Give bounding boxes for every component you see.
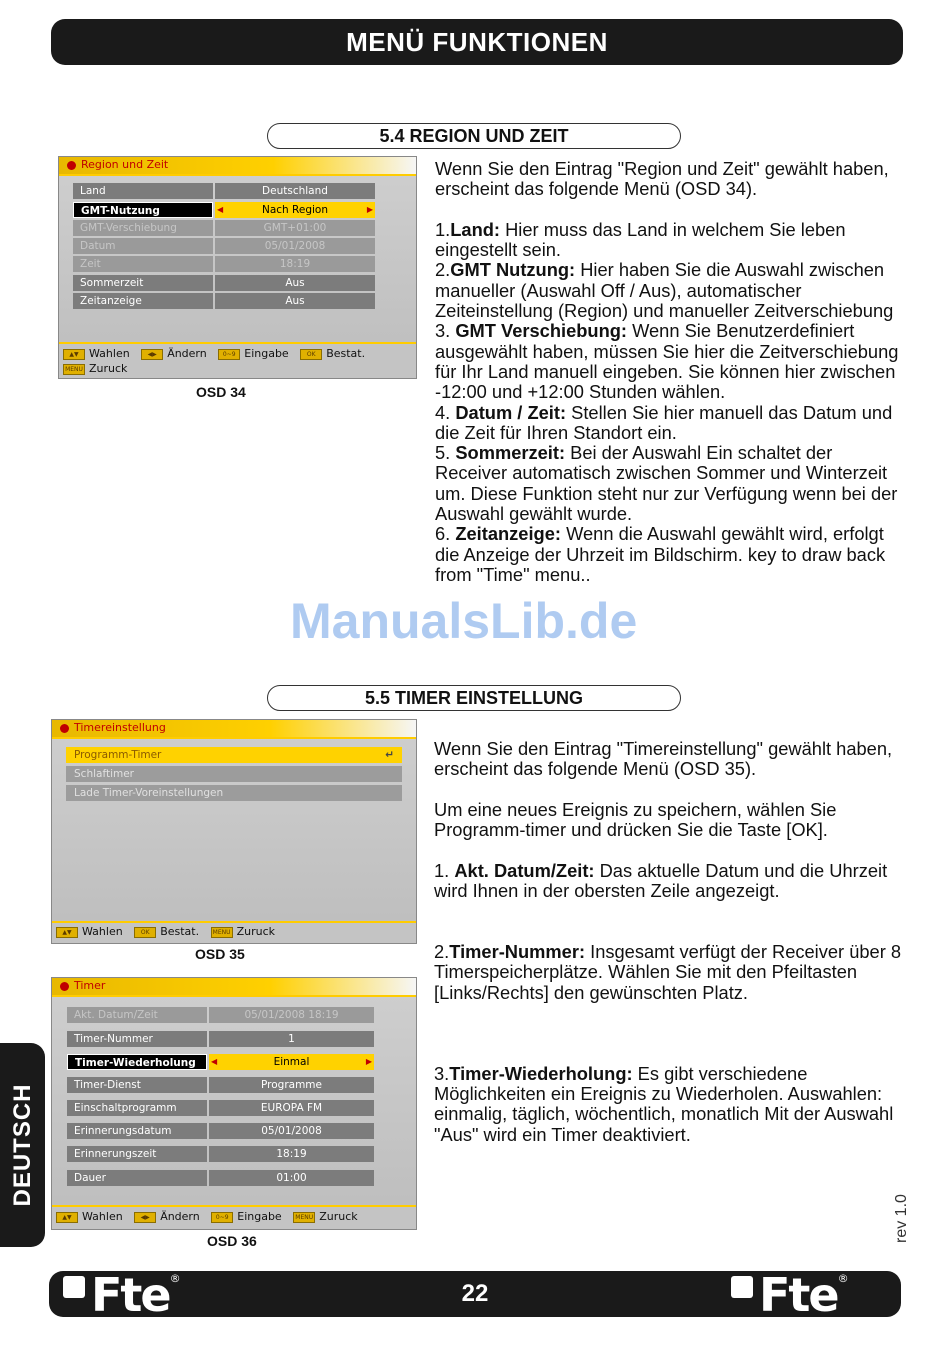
osd-row-label: Dauer bbox=[67, 1170, 207, 1186]
section2-item-timer-wiederholung: 3.Timer-Wiederholung: Es gibt verschiedene Möglichkeiten ein Ereignis zu Wiederholen. Auswahlen: einmalig, täglich, wöchentlich, monatlich Mit der Auswahl "Aus" wird ein Timer deaktiviert. bbox=[434, 1062, 894, 1145]
hint-andern: Ändern bbox=[167, 347, 207, 360]
osd-row-label: GMT-Verschiebung bbox=[73, 220, 213, 236]
osd-row-label: Timer-Dienst bbox=[67, 1077, 207, 1093]
section1-item-gmt-verschiebung: 3. GMT Verschiebung: Wenn Sie Benutzerdefiniert ausgewählt haben, müssen Sie hier die Zeitverschiebung für Ihr Land manuell eingeben. Sie können hier zwischen -12:00 und +12:00 Stunden wählen. bbox=[435, 320, 899, 403]
osd-title-bar bbox=[52, 978, 416, 997]
osd-row-value: 01:00 bbox=[209, 1170, 374, 1186]
osd-footer bbox=[59, 342, 416, 378]
osd-row-value: GMT+01:00 bbox=[215, 220, 375, 236]
fte-logo-right: Fte® bbox=[731, 1271, 849, 1317]
section-title-region-zeit: 5.4 REGION UND ZEIT bbox=[267, 123, 681, 149]
osd-footer-line-1 bbox=[56, 925, 275, 938]
osd-row-value: Programme bbox=[209, 1077, 374, 1093]
osd-footer-line-1 bbox=[56, 1210, 358, 1223]
osd-row-value: 05/01/2008 18:19 bbox=[209, 1007, 374, 1023]
osd-row-value: 1 bbox=[209, 1031, 374, 1047]
hint-wahlen: Wahlen bbox=[89, 347, 130, 360]
section1-item-land: 1.Land: Hier muss das Land in welchem Sie leben eingestellt sein. bbox=[435, 218, 846, 261]
osd35-item-programm-timer bbox=[66, 747, 402, 763]
osd35-item-label: Programm-Timer bbox=[74, 749, 162, 761]
hint-wahlen: Wahlen bbox=[82, 1210, 123, 1223]
osd-row-label: Einschaltprogramm bbox=[67, 1100, 207, 1116]
numeric-key-icon: 0~9 bbox=[218, 349, 240, 360]
osd-title-dot-icon bbox=[60, 982, 69, 991]
arrow-leftright-key-icon: ◀▶ bbox=[134, 1212, 156, 1223]
watermark: ManualsLib.de bbox=[290, 593, 638, 649]
section1-intro: Wenn Sie den Eintrag "Region und Zeit" gewählt haben, erscheint das folgende Menü (OSD 34). bbox=[435, 158, 889, 200]
hint-bestat: Bestat. bbox=[160, 925, 200, 938]
osd-row-label: Erinnerungszeit bbox=[67, 1146, 207, 1162]
section1-item-datum-zeit: 4. Datum / Zeit: Stellen Sie hier manuell das Datum und die Zeit für Ihren Standort ein. bbox=[435, 401, 893, 443]
osd-row-label: Zeit bbox=[73, 256, 213, 272]
osd35-item-schlaftimer: Schlaftimer bbox=[66, 766, 402, 782]
arrow-updown-key-icon: ▲▼ bbox=[63, 349, 85, 360]
hint-wahlen: Wahlen bbox=[82, 925, 123, 938]
osd-row-label: Sommerzeit bbox=[73, 275, 213, 291]
section1-item-gmt-nutzung: 2.GMT Nutzung: Hier haben Sie die Auswahl zwischen manueller (Auswahl Off / Aus), automatischer Zeiteinstellung (Region) und manueller Zeitverschiebung bbox=[435, 259, 894, 322]
osd-row-value: ◀ Einmal ▶ bbox=[209, 1054, 374, 1070]
osd-row-label: GMT-Nutzung bbox=[73, 202, 213, 218]
osd36-caption: OSD 36 bbox=[207, 1233, 257, 1249]
page-number: 22 bbox=[461, 1280, 489, 1307]
osd-title-bar bbox=[52, 720, 416, 739]
osd-row-label: Datum bbox=[73, 238, 213, 254]
hint-eingabe: Eingabe bbox=[244, 347, 289, 360]
osd-row-value: Aus bbox=[215, 293, 375, 309]
osd-footer bbox=[52, 921, 416, 943]
osd-row-value: 18:19 bbox=[215, 256, 375, 272]
osd-row-label: Timer-Wiederholung bbox=[67, 1054, 207, 1070]
hint-bestat: Bestat. bbox=[326, 347, 366, 360]
section2-item-timer-nummer: 2.Timer-Nummer: Insgesamt verfügt der Receiver über 8 Timerspeicherplätze. Wählen Sie mit den Pfeiltasten [Links/Rechts] den gewünschten Platz. bbox=[434, 940, 902, 1003]
osd-row-label: Zeitanzeige bbox=[73, 293, 213, 309]
section2-item-akt-datum: 1. Akt. Datum/Zeit: Das aktuelle Datum und die Uhrzeit wird Ihnen in der obersten Zeile angezeigt. bbox=[434, 859, 888, 902]
osd-row-value: 05/01/2008 bbox=[209, 1123, 374, 1139]
osd-title: Timer bbox=[74, 979, 106, 992]
osd-footer-line-1 bbox=[63, 347, 365, 360]
osd36-screenshot bbox=[51, 977, 417, 1230]
section1-item-zeitanzeige: 6. Zeitanzeige: Wenn die Auswahl gewählt wird, erfolgt die Anzeige der Uhrzeit im Bildschirm. key to draw back from "Time" menu.. bbox=[435, 523, 886, 585]
osd-row-label: Erinnerungsdatum bbox=[67, 1123, 207, 1139]
hint-zuruck: Zuruck bbox=[89, 362, 128, 375]
osd-title: Region und Zeit bbox=[81, 158, 169, 171]
fte-logo-left: Fte® bbox=[63, 1271, 181, 1317]
osd-row-value: Deutschland bbox=[215, 183, 375, 199]
section1-item-sommerzeit: 5. Sommerzeit: Bei der Auswahl Ein schaltet der Receiver automatisch zwischen Sommer und Winterzeit um. Diese Funktion steht nur zur Verfügung wenn bei der Auswahl gewählt wurde. bbox=[435, 442, 898, 525]
osd-row-label: Land bbox=[73, 183, 213, 199]
osd-title: Timereinstellung bbox=[74, 721, 166, 734]
numeric-key-icon: 0~9 bbox=[211, 1212, 233, 1223]
hint-eingabe: Eingabe bbox=[237, 1210, 282, 1223]
osd-row-label: Timer-Nummer bbox=[67, 1031, 207, 1047]
osd35-caption: OSD 35 bbox=[195, 946, 245, 962]
osd34-screenshot bbox=[58, 156, 417, 379]
osd-row-label: Akt. Datum/Zeit bbox=[67, 1007, 207, 1023]
osd-footer bbox=[52, 1205, 416, 1229]
logo-square-icon bbox=[731, 1276, 753, 1298]
arrow-updown-key-icon: ▲▼ bbox=[56, 1212, 78, 1223]
section2-text bbox=[434, 739, 904, 1145]
osd35-screenshot bbox=[51, 719, 417, 944]
osd-footer-line-2 bbox=[63, 362, 127, 375]
osd-row-value: EUROPA FM bbox=[209, 1100, 374, 1116]
ok-key-icon: OK bbox=[300, 349, 322, 360]
language-side-tab bbox=[0, 1043, 45, 1247]
osd-row-value: ◀ Nach Region ▶ bbox=[215, 202, 375, 218]
osd-row-value: 18:19 bbox=[209, 1146, 374, 1162]
hint-zuruck: Zuruck bbox=[319, 1210, 358, 1223]
osd-row-value: 05/01/2008 bbox=[215, 238, 375, 254]
osd35-item-lade-timer: Lade Timer-Voreinstellungen bbox=[66, 785, 402, 801]
ok-key-icon: OK bbox=[134, 927, 156, 938]
revision-label: rev 1.0 bbox=[893, 1194, 910, 1243]
arrow-updown-key-icon: ▲▼ bbox=[56, 927, 78, 938]
page-header: MENÜ FUNKTIONEN bbox=[51, 19, 903, 65]
osd-row-value: Aus bbox=[215, 275, 375, 291]
osd34-caption: OSD 34 bbox=[196, 384, 246, 400]
enter-icon: ↵ bbox=[385, 749, 394, 761]
osd-title-dot-icon bbox=[67, 161, 76, 170]
page-footer bbox=[49, 1268, 901, 1322]
menu-key-icon: MENU bbox=[211, 927, 233, 938]
osd-title-bar bbox=[59, 157, 416, 176]
language-label: DEUTSCH bbox=[8, 1083, 36, 1207]
arrow-leftright-key-icon: ◀▶ bbox=[141, 349, 163, 360]
section2-intro: Wenn Sie den Eintrag "Timereinstellung" gewählt haben, erscheint das folgende Menü (OSD 35). bbox=[434, 738, 893, 780]
section1-text bbox=[435, 159, 905, 585]
osd-title-dot-icon bbox=[60, 724, 69, 733]
menu-key-icon: MENU bbox=[293, 1212, 315, 1223]
section-title-timer: 5.5 TIMER EINSTELLUNG bbox=[267, 685, 681, 711]
menu-key-icon: MENU bbox=[63, 364, 85, 375]
hint-andern: Ändern bbox=[160, 1210, 200, 1223]
section2-para2: Um eine neues Ereignis zu speichern, wählen Sie Programm-timer und drücken Sie die Taste [OK]. bbox=[434, 798, 837, 841]
hint-zuruck: Zuruck bbox=[236, 925, 276, 938]
